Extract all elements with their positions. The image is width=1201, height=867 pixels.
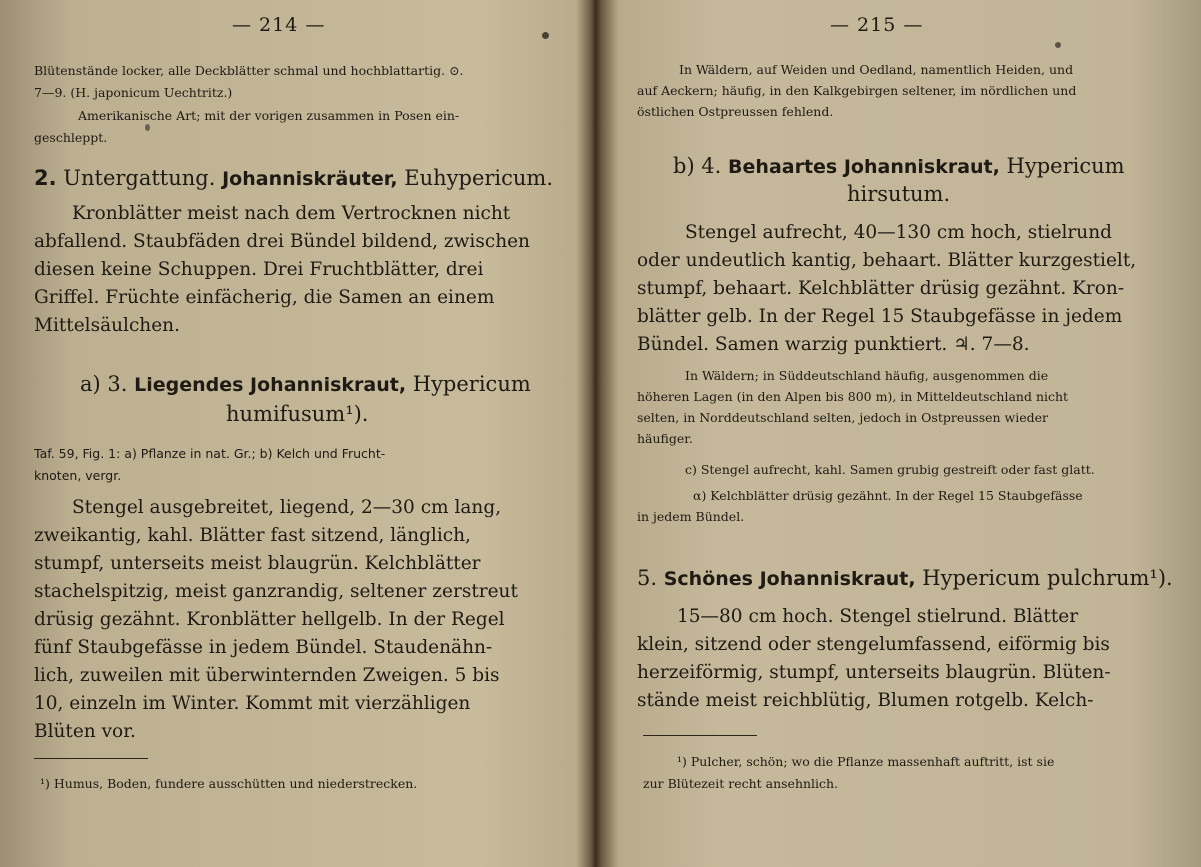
body-line: stachelspitzig, meist ganzrandig, seltener zerstreut: [34, 581, 518, 602]
ink-spot: [145, 124, 150, 131]
body-line: Kronblätter meist nach dem Vertrocknen nicht: [72, 203, 511, 224]
body-line: diesen keine Schuppen. Drei Fruchtblätter, drei: [34, 259, 484, 280]
plate-reference: Taf. 59, Fig. 1: a) Pflanze in nat. Gr.; b) Kelch und Frucht-: [34, 446, 386, 461]
right-page: [607, 0, 1201, 867]
species-heading-line2: hirsutum.: [847, 182, 951, 206]
ink-spot: [1055, 42, 1061, 48]
species-heading: 5. Schönes Johanniskraut, Hypericum pulchrum¹).: [637, 566, 1173, 590]
intro-line: Blütenstände locker, alle Deckblätter schmal und hochblattartig. ⊙.: [34, 63, 464, 78]
body-line: zweikantig, kahl. Blätter fast sitzend, länglich,: [34, 525, 471, 546]
body-line: klein, sitzend oder stengelumfassend, eiförmig bis: [637, 634, 1110, 655]
intro-line: In Wäldern, auf Weiden und Oedland, namentlich Heiden, und: [679, 62, 1074, 77]
body-line: fünf Staubgefässe in jedem Bündel. Staudenähn-: [34, 637, 493, 658]
body-line: Stengel aufrecht, 40—130 cm hoch, stielrund: [685, 222, 1112, 243]
species-heading: a) 3. Liegendes Johanniskraut, Hypericum: [80, 372, 531, 396]
footnote: ¹) Pulcher, schön; wo die Pflanze massenhaft auftritt, ist sie: [677, 754, 1055, 769]
ink-spot: [542, 32, 549, 39]
body-line: Blüten vor.: [34, 721, 136, 742]
footnote: ¹) Humus, Boden, fundere ausschütten und niederstrecken.: [40, 776, 418, 791]
intro-line: östlichen Ostpreussen fehlend.: [637, 104, 834, 119]
page-number: — 214 —: [232, 14, 326, 36]
footnote-rule: [34, 758, 148, 759]
habitat-line: selten, in Norddeutschland selten, jedoch in Ostpreussen wieder: [637, 410, 1049, 425]
body-line: stumpf, unterseits meist blaugrün. Kelchblätter: [34, 553, 481, 574]
body-line: Stengel ausgebreitet, liegend, 2—30 cm lang,: [72, 497, 502, 518]
body-line: stumpf, behaart. Kelchblätter drüsig gezähnt. Kron-: [637, 278, 1125, 299]
habitat-line: In Wäldern; in Süddeutschland häufig, ausgenommen die: [685, 368, 1049, 383]
key-line: c) Stengel aufrecht, kahl. Samen grubig gestreift oder fast glatt.: [685, 462, 1095, 477]
footnote: zur Blütezeit recht ansehnlich.: [643, 776, 839, 791]
page-number: — 215 —: [830, 14, 924, 36]
body-line: oder undeutlich kantig, behaart. Blätter kurzgestielt,: [637, 250, 1137, 271]
species-heading: b) 4. Behaartes Johanniskraut, Hypericum: [673, 154, 1125, 178]
species-heading-line2: humifusum¹).: [226, 402, 369, 426]
habitat-line: häufiger.: [637, 431, 693, 446]
body-line: stände meist reichblütig, Blumen rotgelb. Kelch-: [637, 690, 1094, 711]
body-line: blätter gelb. In der Regel 15 Staubgefässe in jedem: [637, 306, 1123, 327]
key-line: in jedem Bündel.: [637, 509, 745, 524]
intro-line: Amerikanische Art; mit der vorigen zusammen in Posen ein-: [78, 108, 460, 123]
body-line: 15—80 cm hoch. Stengel stielrund. Blätter: [677, 606, 1079, 627]
intro-line: 7—9. (H. japonicum Uechtritz.): [34, 85, 233, 100]
body-line: drüsig gezähnt. Kronblätter hellgelb. In der Regel: [34, 609, 505, 630]
body-line: Mittelsäulchen.: [34, 315, 180, 336]
body-line: Griffel. Früchte einfächerig, die Samen an einem: [34, 287, 495, 308]
plate-reference: knoten, vergr.: [34, 468, 122, 483]
body-line: Bündel. Samen warzig punktiert. ♃. 7—8.: [637, 334, 1030, 355]
left-page: [0, 0, 585, 867]
body-line: lich, zuweilen mit überwinternden Zweigen. 5 bis: [34, 665, 500, 686]
body-line: herzeiförmig, stumpf, unterseits blaugrün. Blüten-: [637, 662, 1111, 683]
footnote-rule: [643, 735, 757, 736]
intro-line: geschleppt.: [34, 130, 108, 145]
body-line: abfallend. Staubfäden drei Bündel bildend, zwischen: [34, 231, 530, 252]
section-heading: 2. Untergattung. Johanniskräuter, Euhypericum.: [34, 166, 554, 190]
intro-line: auf Aeckern; häufig, in den Kalkgebirgen seltener, im nördlichen und: [637, 83, 1077, 98]
habitat-line: höheren Lagen (in den Alpen bis 800 m), in Mitteldeutschland nicht: [637, 389, 1069, 404]
key-line: α) Kelchblätter drüsig gezähnt. In der Regel 15 Staubgefässe: [693, 488, 1083, 503]
body-line: 10, einzeln im Winter. Kommt mit vierzähligen: [34, 693, 471, 714]
